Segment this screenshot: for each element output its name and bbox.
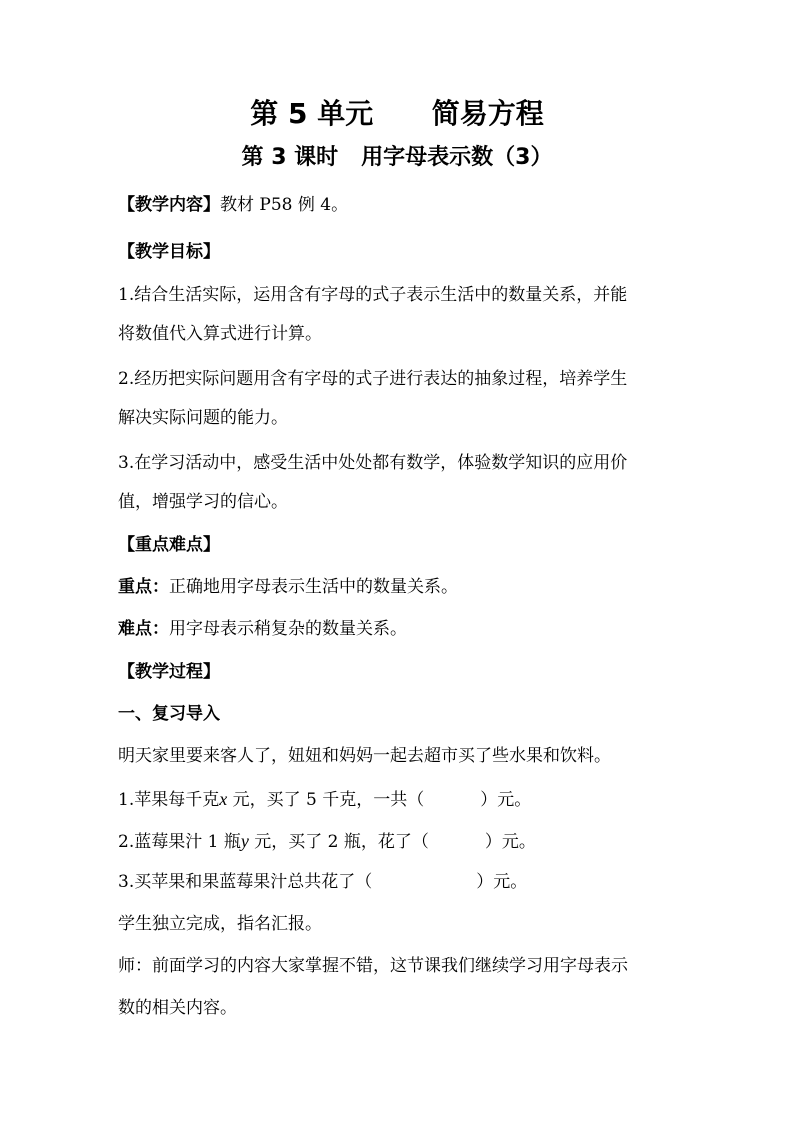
key-point-line bbox=[118, 579, 688, 596]
question-2-middle: 元，买了 2 瓶，花了（ bbox=[248, 832, 429, 852]
teaching-content-heading: 【教学内容】 bbox=[118, 195, 220, 215]
goal-2-line-1: 2.经历把实际问题用含有字母的式子进行表达的抽象过程，培养学生 bbox=[118, 369, 628, 389]
goal-2-line-2: 解决实际问题的能力。 bbox=[118, 408, 288, 428]
goal-1-line-2: 将数值代入算式进行计算。 bbox=[118, 324, 322, 344]
question-1-end: ）元。 bbox=[480, 790, 532, 810]
difficult-point-label: 难点： bbox=[118, 619, 169, 639]
teacher-remark-line-2: 数的相关内容。 bbox=[118, 998, 237, 1018]
teaching-content-line bbox=[118, 197, 688, 214]
question-1-middle: 元，买了 5 千克，一共（ bbox=[227, 790, 425, 810]
key-point-label: 重点： bbox=[118, 577, 169, 597]
variable-x: x bbox=[219, 789, 228, 809]
variable-y: y bbox=[240, 831, 249, 851]
review-section-heading: 一、复习导入 bbox=[118, 704, 220, 724]
teacher-remark-line-1: 师：前面学习的内容大家掌握不错，这节课我们继续学习用字母表示 bbox=[118, 956, 628, 976]
question-3-start: 3.买苹果和果蓝莓果汁总共花了（ bbox=[118, 872, 373, 892]
scenario-intro: 明天家里要来客人了，妞妞和妈妈一起去超市买了些水果和饮料。 bbox=[118, 746, 611, 766]
teaching-content-text: 教材 P58 例 4。 bbox=[220, 195, 349, 215]
question-2 bbox=[118, 832, 688, 851]
teaching-goals-heading: 【教学目标】 bbox=[118, 242, 220, 262]
student-report: 学生独立完成，指名汇报。 bbox=[118, 914, 322, 934]
unit-title: 第 5 单元 简易方程 bbox=[250, 97, 544, 130]
question-1-start: 1.苹果每千克 bbox=[118, 790, 220, 810]
lesson-title: 第 3 课时 用字母表示数（3） bbox=[241, 145, 553, 170]
question-1 bbox=[118, 790, 688, 809]
goal-3-line-1: 3.在学习活动中，感受生活中处处都有数学，体验数学知识的应用价 bbox=[118, 453, 628, 473]
teaching-process-heading: 【教学过程】 bbox=[118, 662, 220, 682]
question-3-end: ）元。 bbox=[476, 872, 528, 892]
key-point-text: 正确地用字母表示生活中的数量关系。 bbox=[169, 577, 458, 597]
difficult-point-text: 用字母表示稍复杂的数量关系。 bbox=[169, 619, 407, 639]
key-points-heading: 【重点难点】 bbox=[118, 535, 220, 555]
question-2-start: 2.蓝莓果汁 1 瓶 bbox=[118, 832, 241, 852]
goal-3-line-2: 值，增强学习的信心。 bbox=[118, 492, 288, 512]
difficult-point-line bbox=[118, 621, 688, 638]
goal-1-line-1: 1.结合生活实际，运用含有字母的式子表示生活中的数量关系，并能 bbox=[118, 285, 628, 305]
question-3 bbox=[118, 874, 688, 891]
question-2-end: ）元。 bbox=[484, 832, 536, 852]
